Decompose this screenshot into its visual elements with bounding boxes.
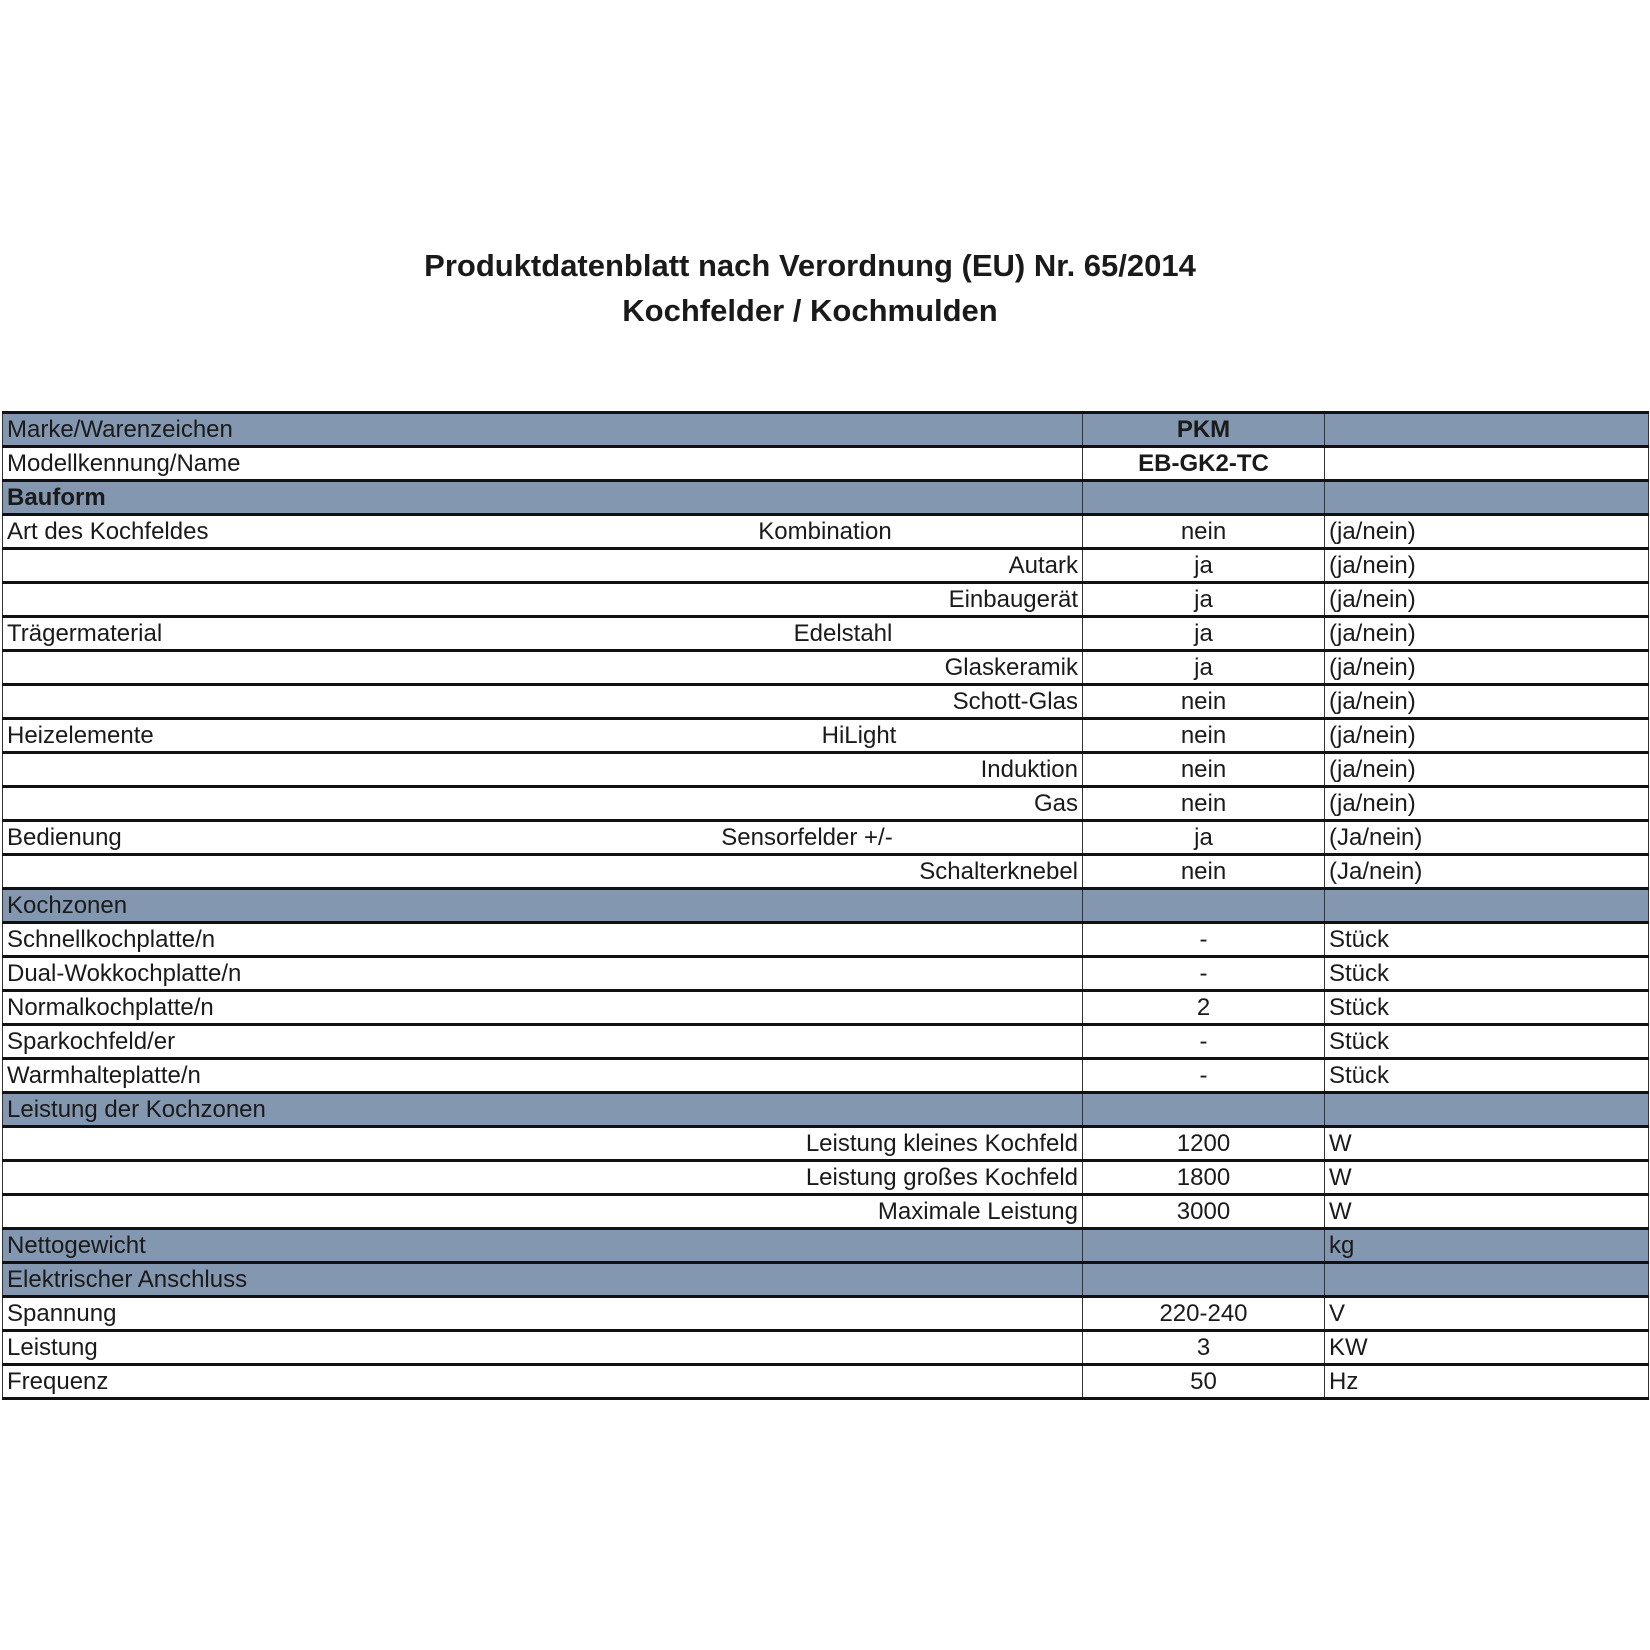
section-label: [3, 1263, 1083, 1297]
table-row-schalterknebel: [3, 855, 1649, 889]
table-row-schnellkochplatte: [3, 923, 1649, 957]
value-schott-glas: nein: [1083, 685, 1325, 719]
row-label: [3, 1331, 1083, 1365]
section-row-leistung-kochzonen: [3, 1093, 1649, 1127]
section-row-elektrischer-anschluss: [3, 1263, 1649, 1297]
table-row-maximale-leistung: [3, 1195, 1649, 1229]
model-unit: [1325, 447, 1649, 481]
row-label: [3, 651, 1083, 685]
section-label: [3, 1229, 1083, 1263]
table-row-autark: [3, 549, 1649, 583]
value-leistung: 3: [1083, 1331, 1325, 1365]
row-label: [3, 1025, 1083, 1059]
section-empty-unit: [1325, 1093, 1649, 1127]
unit-leistung: KW: [1325, 1331, 1649, 1365]
value-frequenz: 50: [1083, 1365, 1325, 1399]
table-row-kombination: [3, 515, 1649, 549]
section-row-nettogewicht: [3, 1229, 1649, 1263]
option-label-edelstahl: Edelstahl: [793, 619, 893, 647]
unit-schott-glas: (ja/nein): [1325, 685, 1649, 719]
row-label: [3, 957, 1083, 991]
value-kombination: nein: [1083, 515, 1325, 549]
option-label-kombination: Kombination: [758, 517, 892, 545]
table-row-induktion: [3, 753, 1649, 787]
unit-schnellkochplatte: Stück: [1325, 923, 1649, 957]
table-row-hilight: [3, 719, 1649, 753]
section-empty-unit: [1325, 1263, 1649, 1297]
table-row-marke: [3, 413, 1649, 447]
unit-sensorfelder: (Ja/nein): [1325, 821, 1649, 855]
section-label: [3, 481, 1083, 515]
option-label-schott-glas: Schott-Glas: [952, 687, 1078, 715]
value-schalterknebel: nein: [1083, 855, 1325, 889]
unit-leistung-klein: W: [1325, 1127, 1649, 1161]
table-row-sensorfelder: [3, 821, 1649, 855]
row-label: [3, 1059, 1083, 1093]
row-label: [3, 617, 1083, 651]
value-hilight: nein: [1083, 719, 1325, 753]
table-row-frequenz: [3, 1365, 1649, 1399]
value-dual-wok: -: [1083, 957, 1325, 991]
section-title-leistung-kochzonen: Leistung der Kochzonen: [7, 1095, 266, 1123]
row-label: [3, 821, 1083, 855]
row-label: [3, 447, 1083, 481]
unit-kombination: (ja/nein): [1325, 515, 1649, 549]
row-label: [3, 719, 1083, 753]
label-dual-wok: Dual-Wokkochplatte/n: [7, 959, 242, 987]
unit-normalkochplatte: Stück: [1325, 991, 1649, 1025]
unit-schalterknebel: (Ja/nein): [1325, 855, 1649, 889]
table-row-schott-glas: [3, 685, 1649, 719]
row-label: [3, 753, 1083, 787]
row-label: [3, 549, 1083, 583]
section-empty-value: [1083, 481, 1325, 515]
row-label: [3, 515, 1083, 549]
model-label: Modellkennung/Name: [7, 449, 241, 477]
unit-sparkochfeld: Stück: [1325, 1025, 1649, 1059]
section-title-bauform: Bauform: [7, 483, 106, 511]
table-row-warmhalteplatte: [3, 1059, 1649, 1093]
section-row-kochzonen: [3, 889, 1649, 923]
row-label: [3, 1365, 1083, 1399]
unit-glaskeramik: (ja/nein): [1325, 651, 1649, 685]
brand-unit: [1325, 413, 1649, 447]
table-row-edelstahl: [3, 617, 1649, 651]
row-label: [3, 583, 1083, 617]
unit-einbaugeraet: (ja/nein): [1325, 583, 1649, 617]
title-line-1: Produktdatenblatt nach Verordnung (EU) Nr. 65/2014: [424, 248, 1196, 283]
unit-warmhalteplatte: Stück: [1325, 1059, 1649, 1093]
section-empty-unit: [1325, 481, 1649, 515]
section-label: [3, 1093, 1083, 1127]
row-label: [3, 1195, 1083, 1229]
section-empty-value: [1083, 1093, 1325, 1127]
unit-hilight: (ja/nein): [1325, 719, 1649, 753]
label-leistung: Leistung: [7, 1333, 98, 1361]
label-sparkochfeld: Sparkochfeld/er: [7, 1027, 176, 1055]
value-leistung-klein: 1200: [1083, 1127, 1325, 1161]
group-label-bedienung: Bedienung: [7, 823, 122, 851]
product-data-table: [2, 411, 1649, 1400]
unit-maximale-leistung: W: [1325, 1195, 1649, 1229]
value-gas: nein: [1083, 787, 1325, 821]
value-autark: ja: [1083, 549, 1325, 583]
table-row-leistung: [3, 1331, 1649, 1365]
unit-autark: (ja/nein): [1325, 549, 1649, 583]
option-label-leistung-gross: Leistung großes Kochfeld: [805, 1163, 1078, 1191]
option-label-leistung-klein: Leistung kleines Kochfeld: [805, 1129, 1078, 1157]
unit-induktion: (ja/nein): [1325, 753, 1649, 787]
table-row-spannung: [3, 1297, 1649, 1331]
unit-leistung-gross: W: [1325, 1161, 1649, 1195]
label-spannung: Spannung: [7, 1299, 117, 1327]
value-maximale-leistung: 3000: [1083, 1195, 1325, 1229]
row-label: [3, 1161, 1083, 1195]
value-glaskeramik: ja: [1083, 651, 1325, 685]
row-label: [3, 923, 1083, 957]
section-title-elektrischer-anschluss: Elektrischer Anschluss: [7, 1265, 248, 1293]
table-row-einbaugeraet: [3, 583, 1649, 617]
group-label-heizelemente: Heizelemente: [7, 721, 154, 749]
table-row-sparkochfeld: [3, 1025, 1649, 1059]
value-spannung: 220-240: [1083, 1297, 1325, 1331]
unit-nettogewicht: kg: [1325, 1229, 1649, 1263]
row-label: [3, 1127, 1083, 1161]
value-sensorfelder: ja: [1083, 821, 1325, 855]
unit-frequenz: Hz: [1325, 1365, 1649, 1399]
value-edelstahl: ja: [1083, 617, 1325, 651]
value-schnellkochplatte: -: [1083, 923, 1325, 957]
option-label-schalterknebel: Schalterknebel: [919, 857, 1078, 885]
value-sparkochfeld: -: [1083, 1025, 1325, 1059]
value-warmhalteplatte: -: [1083, 1059, 1325, 1093]
unit-gas: (ja/nein): [1325, 787, 1649, 821]
table-row-leistung-klein: [3, 1127, 1649, 1161]
option-label-gas: Gas: [1033, 789, 1078, 817]
value-nettogewicht: [1083, 1229, 1325, 1263]
row-label: [3, 685, 1083, 719]
label-nettogewicht: Nettogewicht: [7, 1231, 146, 1259]
title-line-2: Kochfelder / Kochmulden: [622, 293, 998, 328]
table-row-glaskeramik: [3, 651, 1649, 685]
label-frequenz: Frequenz: [7, 1367, 109, 1395]
group-label-art: Art des Kochfeldes: [7, 517, 209, 545]
table-row-modell: [3, 447, 1649, 481]
table-row-gas: [3, 787, 1649, 821]
value-leistung-gross: 1800: [1083, 1161, 1325, 1195]
model-value: EB-GK2-TC: [1083, 447, 1325, 481]
row-label: [3, 1297, 1083, 1331]
table-row-normalkochplatte: [3, 991, 1649, 1025]
section-empty-unit: [1325, 889, 1649, 923]
option-label-glaskeramik: Glaskeramik: [944, 653, 1078, 681]
table-row-leistung-gross: [3, 1161, 1649, 1195]
brand-value: PKM: [1083, 413, 1325, 447]
row-label: [3, 413, 1083, 447]
document-title: [0, 243, 1620, 333]
unit-dual-wok: Stück: [1325, 957, 1649, 991]
row-label: [3, 787, 1083, 821]
unit-edelstahl: (ja/nein): [1325, 617, 1649, 651]
value-induktion: nein: [1083, 753, 1325, 787]
value-normalkochplatte: 2: [1083, 991, 1325, 1025]
unit-spannung: V: [1325, 1297, 1649, 1331]
section-row-bauform: [3, 481, 1649, 515]
option-label-sensorfelder: Sensorfelder +/-: [721, 823, 893, 851]
value-einbaugeraet: ja: [1083, 583, 1325, 617]
section-empty-value: [1083, 1263, 1325, 1297]
option-label-induktion: Induktion: [980, 755, 1078, 783]
section-title-kochzonen: Kochzonen: [7, 891, 128, 919]
label-normalkochplatte: Normalkochplatte/n: [7, 993, 214, 1021]
group-label-traegermaterial: Trägermaterial: [7, 619, 163, 647]
row-label: [3, 991, 1083, 1025]
brand-label: Marke/Warenzeichen: [7, 415, 233, 443]
option-label-hilight: HiLight: [821, 721, 897, 749]
option-label-maximale-leistung: Maximale Leistung: [877, 1197, 1078, 1225]
row-label: [3, 855, 1083, 889]
option-label-autark: Autark: [1008, 551, 1078, 579]
label-schnellkochplatte: Schnellkochplatte/n: [7, 925, 216, 953]
table-row-dual-wok: [3, 957, 1649, 991]
section-empty-value: [1083, 889, 1325, 923]
section-label: [3, 889, 1083, 923]
label-warmhalteplatte: Warmhalteplatte/n: [7, 1061, 201, 1089]
option-label-einbaugeraet: Einbaugerät: [948, 585, 1078, 613]
